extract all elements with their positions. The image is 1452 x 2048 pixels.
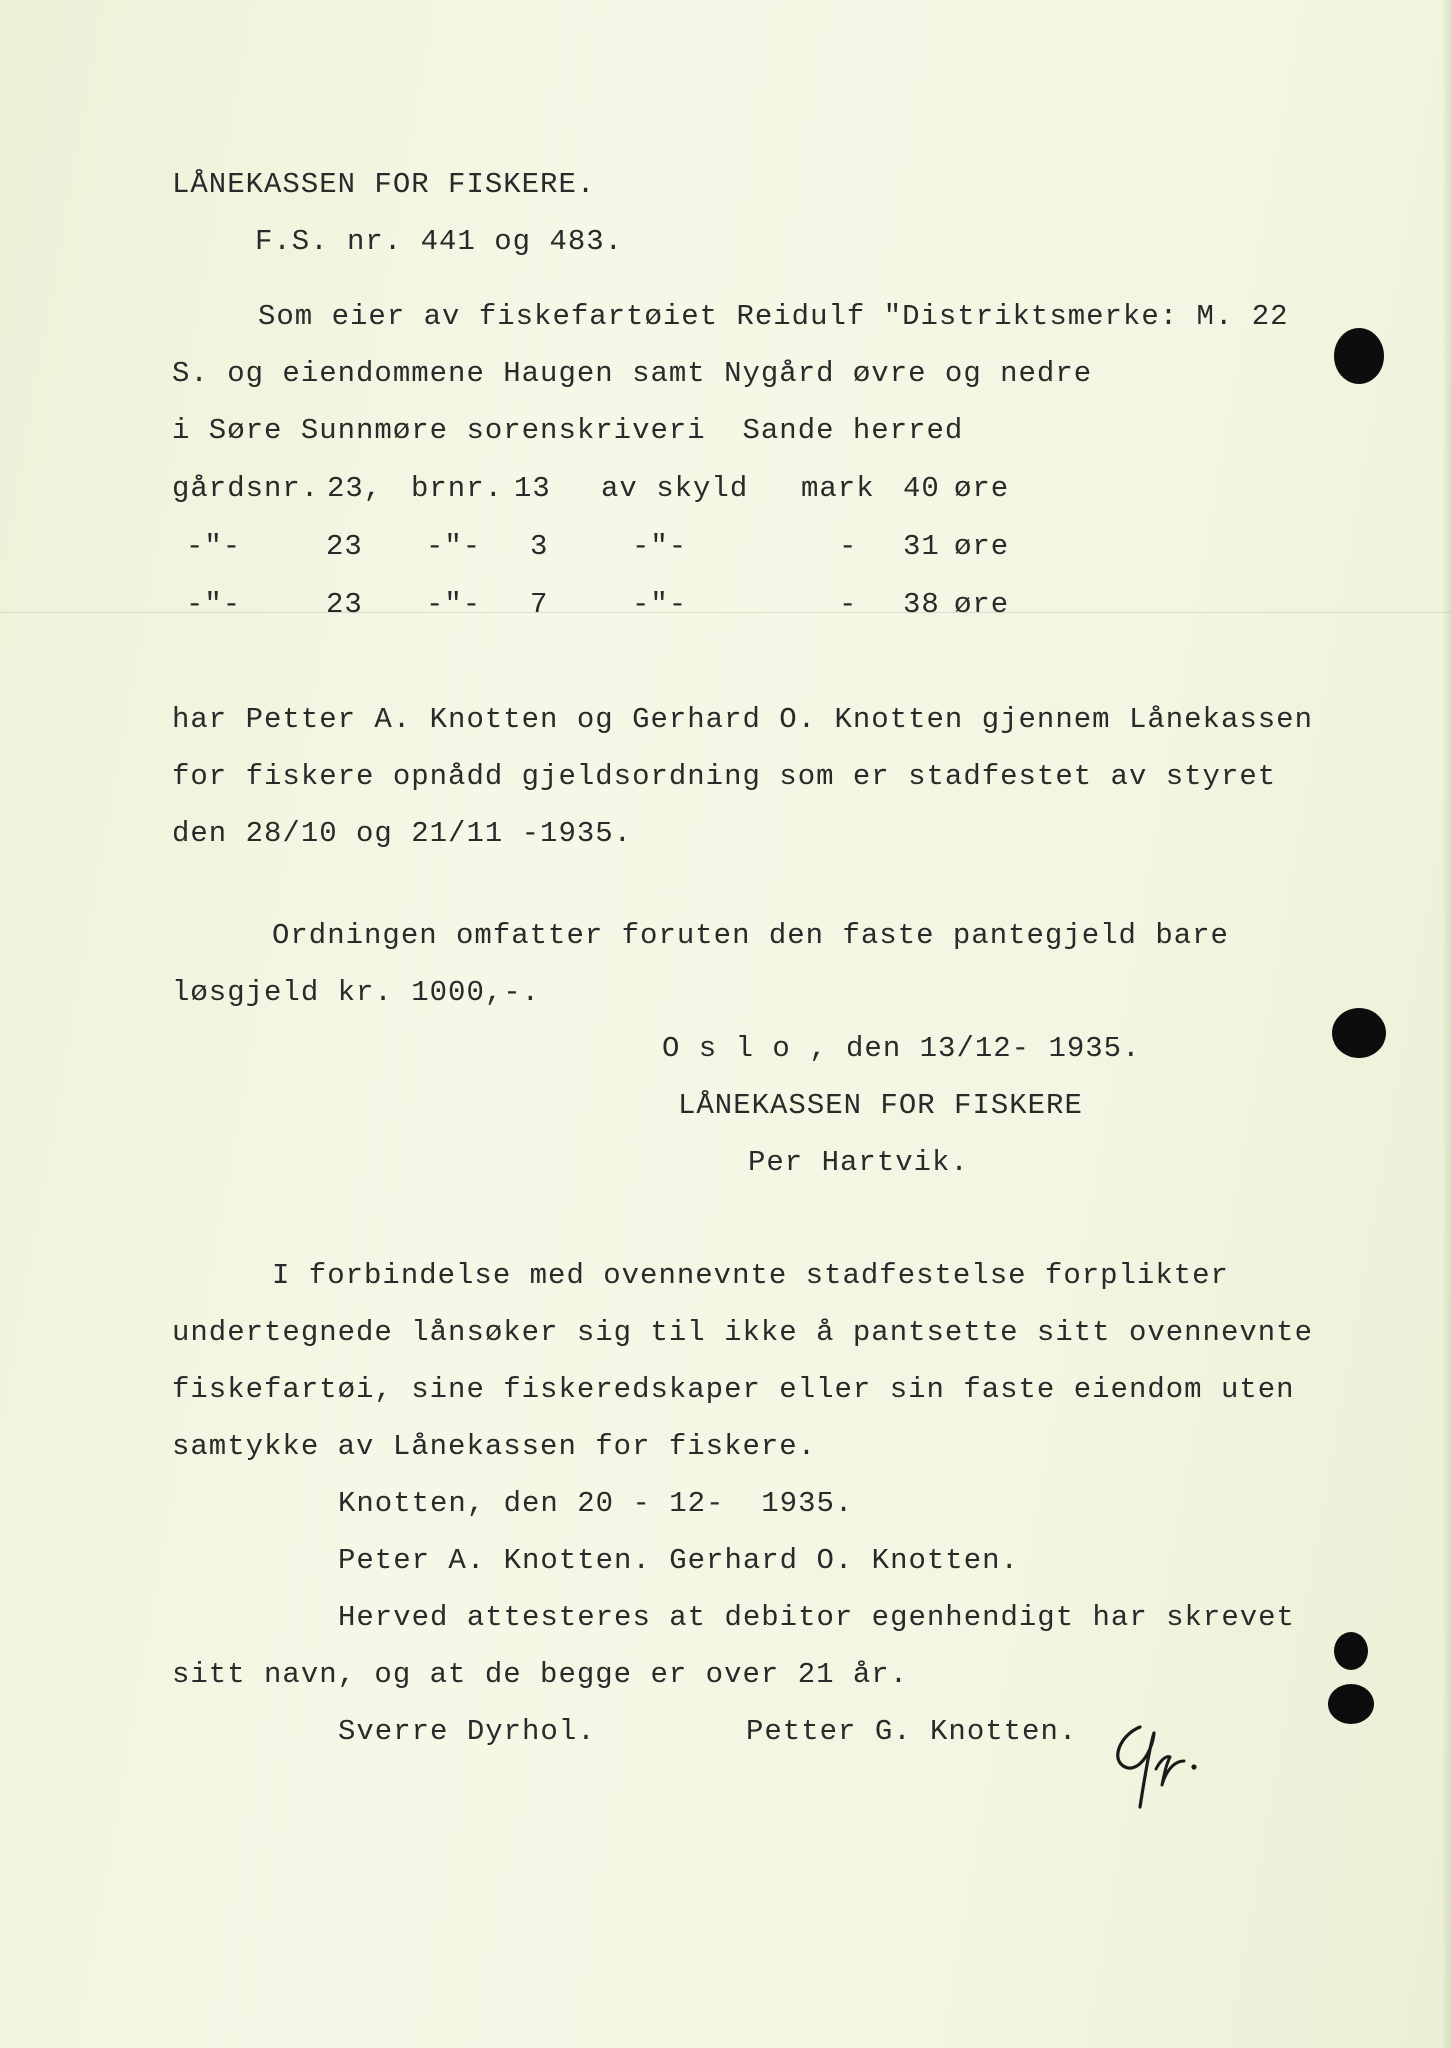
table-cell: 40 — [903, 472, 940, 505]
undertaking-line-3: fiskefartøi, sine fiskeredskaper eller sin faste eiendom uten — [172, 1373, 1295, 1406]
table-cell: -"- — [632, 588, 688, 621]
body-line-2: for fiskere opnådd gjeldsordning som er stadfestet av styret — [172, 760, 1277, 793]
table-cell: -"- — [632, 530, 688, 563]
witness-2: Petter G. Knotten. — [746, 1715, 1078, 1748]
debtor-place-date: Knotten, den 20 - 12- 1935. — [338, 1487, 854, 1520]
table-cell: øre — [954, 472, 1010, 505]
body-line-3: den 28/10 og 21/11 -1935. — [172, 817, 633, 850]
document-title: LÅNEKASSEN FOR FISKERE. — [172, 168, 596, 201]
issuer-signatory: Per Hartvik. — [748, 1146, 969, 1179]
intro-line-3: i Søre Sunnmøre sorenskriveri Sande herred — [172, 414, 964, 447]
issuer-organization: LÅNEKASSEN FOR FISKERE — [678, 1089, 1083, 1122]
undertaking-line-1: I forbindelse med ovennevnte stadfestelse forplikter — [272, 1259, 1229, 1292]
table-cell: brnr. — [411, 472, 504, 505]
punch-hole — [1328, 1684, 1374, 1724]
punch-hole — [1332, 1008, 1386, 1058]
table-cell: - — [839, 588, 858, 621]
punch-hole — [1334, 1632, 1368, 1670]
punch-hole — [1334, 328, 1384, 384]
intro-line-2: S. og eiendommene Haugen samt Nygård øvre og nedre — [172, 357, 1093, 390]
table-cell: 31 — [903, 530, 940, 563]
attestation-line-1: Herved attesteres at debitor egenhendigt har skrevet — [338, 1601, 1295, 1634]
table-cell: mark — [801, 472, 875, 505]
table-cell: -"- — [426, 530, 482, 563]
undertaking-line-4: samtykke av Lånekassen for fiskere. — [172, 1430, 817, 1463]
table-cell: -"- — [186, 530, 242, 563]
attestation-line-2: sitt navn, og at de begge er over 21 år. — [172, 1658, 909, 1691]
handwritten-initials-signature — [1100, 1705, 1220, 1815]
table-cell: 13 — [514, 472, 551, 505]
table-cell: 3 — [530, 530, 549, 563]
table-cell: 38 — [903, 588, 940, 621]
table-cell: av skyld — [601, 472, 749, 505]
reference-number: F.S. nr. 441 og 483. — [255, 225, 624, 258]
scope-line-2: løsgjeld kr. 1000,-. — [172, 976, 541, 1009]
table-cell: 23, — [327, 472, 383, 505]
table-cell: 7 — [530, 588, 549, 621]
table-cell: øre — [954, 588, 1010, 621]
scope-line-1: Ordningen omfatter foruten den faste pantegjeld bare — [272, 919, 1229, 952]
table-cell: - — [839, 530, 858, 563]
table-cell: 23 — [326, 530, 363, 563]
body-line-1: har Petter A. Knotten og Gerhard O. Knotten gjennem Lånekassen — [172, 703, 1313, 736]
table-cell: -"- — [186, 588, 242, 621]
witness-1: Sverre Dyrhol. — [338, 1715, 596, 1748]
table-cell: øre — [954, 530, 1010, 563]
table-cell: -"- — [426, 588, 482, 621]
table-cell: 23 — [326, 588, 363, 621]
table-cell: gårdsnr. — [172, 472, 320, 505]
debtor-signatures: Peter A. Knotten. Gerhard O. Knotten. — [338, 1544, 1019, 1577]
undertaking-line-2: undertegnede lånsøker sig til ikke å pantsette sitt ovennevnte — [172, 1316, 1313, 1349]
intro-line-1: Som eier av fiskefartøiet Reidulf "Distriktsmerke: M. 22 — [258, 300, 1289, 333]
paper-edge-shadow — [1442, 0, 1452, 2048]
issuer-place-date: O s l o , den 13/12- 1935. — [662, 1032, 1141, 1065]
